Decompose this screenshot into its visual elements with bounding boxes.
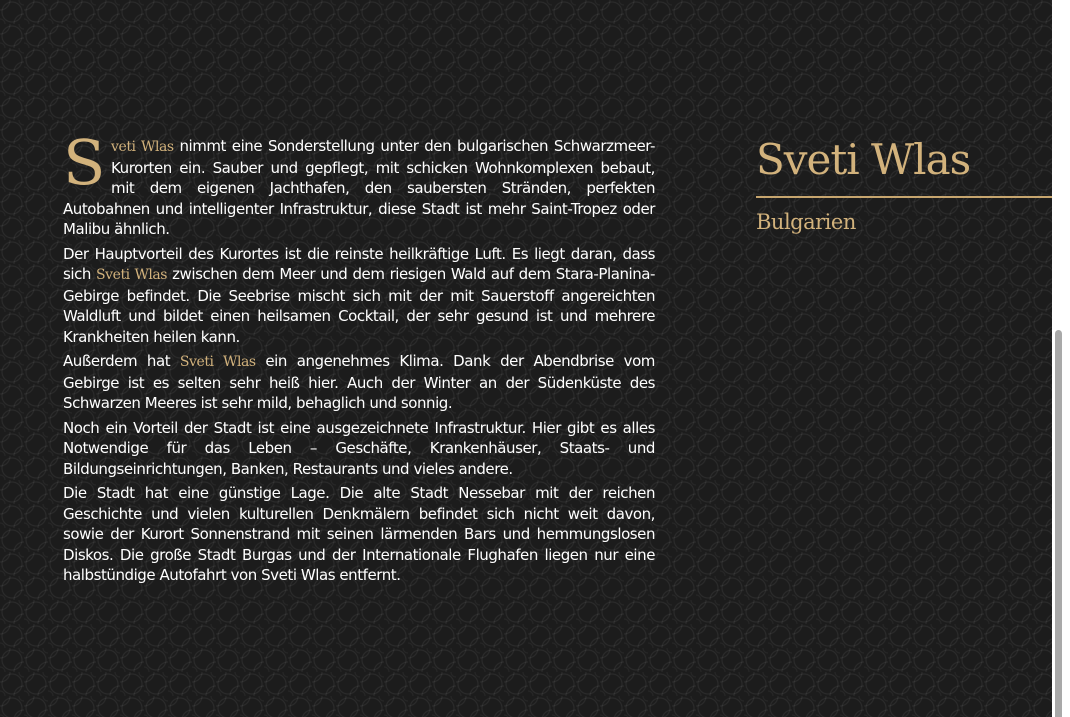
paragraph-climate bbox=[63, 351, 655, 414]
paragraph-air bbox=[63, 244, 655, 348]
page-title: Sveti Wlas bbox=[756, 135, 971, 184]
scrollbar-thumb[interactable] bbox=[1055, 330, 1062, 717]
article-body bbox=[63, 126, 655, 590]
title-block bbox=[756, 132, 1052, 188]
paragraph-infrastructure: Noch ein Vorteil der Stadt ist eine ausgezeichnete Infrastruktur. Hier gibt es alles Notwendige für das Leben – Geschäfte, Krankenhäuser, Staats- und Bildungseinrichtungen, Banken, Restaurants und vieles andere. bbox=[63, 418, 655, 478]
town-name-highlight: Sveti Wlas bbox=[179, 354, 256, 370]
paragraph-climate-text-b: ein angenehmes Klima. Dank der Abendbrise vom Gebirge ist es selten sehr heiß hier. Auch der Winter an der Südenküste des Schwarzen Meeres ist sehr mild, behaglich und sonnig. bbox=[63, 352, 655, 412]
paragraph-air-text-b: zwischen dem Meer und dem riesigen Wald auf dem Stara-Planina-Gebirge befindet. Die Seebrise mischt sich mit der mit Sauerstoff angereichten Waldluft und bildet einen heilsamen Cocktail, der sehr gesund ist und mehrere Krankheiten heilen kann. bbox=[63, 265, 655, 346]
paragraph-air-text-a: Der Hauptvorteil des Kurortes ist die reinste heilkräftige Luft. Es liegt daran, dass sich bbox=[63, 244, 655, 283]
paragraph-intro bbox=[63, 126, 655, 240]
town-name-highlight: Sveti Wlas bbox=[96, 267, 168, 283]
vertical-scrollbar[interactable] bbox=[1052, 0, 1070, 717]
town-name-highlight: veti Wlas bbox=[111, 139, 174, 155]
title-divider bbox=[756, 196, 1052, 198]
page-subtitle: Bulgarien bbox=[756, 210, 856, 234]
paragraph-location: Die Stadt hat eine günstige Lage. Die alte Stadt Nessebar mit der reichen Geschichte und vielen kulturellen Denkmälern befindet sich nicht weit davon, sowie der Kurort Sonnenstrand mit seinen lärmenden Bars und hemmungslosen Diskos. Die große Stadt Burgas und der Internationale Flughafen liegen nur eine halbstündige Autofahrt von Sveti Wlas entfernt. bbox=[63, 484, 655, 584]
dropcap-letter: S bbox=[63, 126, 106, 199]
paragraph-intro-text: nimmt eine Sonderstellung unter den bulgarischen Schwarzmeer-Kurorten ein. Sauber und gepflegt, mit schicken Wohnkomplexen bebaut, mit dem eigenen Jachthafen, den saubersten Stränden, perfekten Autobahnen und intelligenter Infrastruktur, diese Stadt ist mehr Saint-Tropez oder Malibu ähnlich. bbox=[63, 137, 655, 238]
paragraph-climate-text-a: Außerdem hat bbox=[63, 352, 180, 370]
